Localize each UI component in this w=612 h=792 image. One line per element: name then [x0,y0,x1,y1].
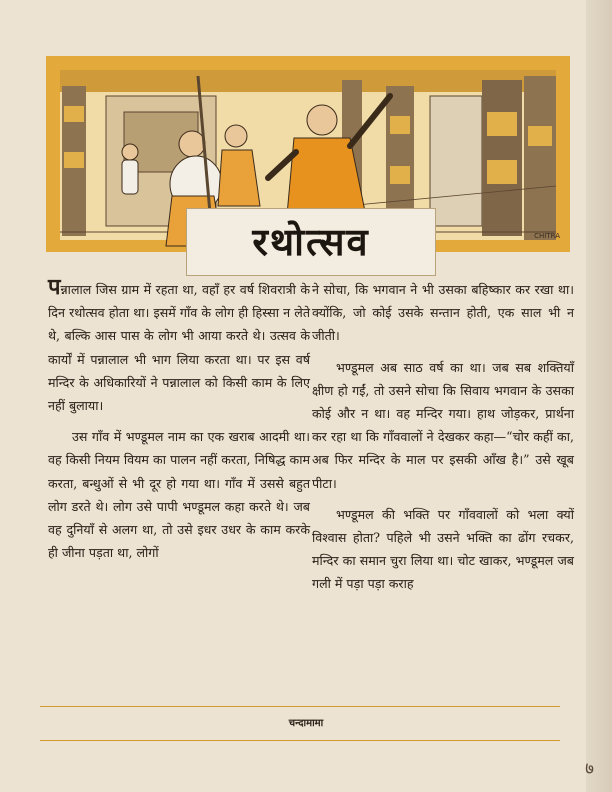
paragraph-2: उस गाँव में भण्डूमल नाम का एक खराब आदमी था। वह किसी नियम वियम का पालन नहीं करता, निषिद्ध काम करता, बन्धुओं से भी दूर हो गया था। गाँव में उससे बहुत लोग डरते थे। लोग उसे पापी भण्डूमल कहा करते थे। जब वह दुनियाँ से अलग था, तो उसे इधर उधर के काम करके ही जीना पड़ता था, लोगों [48,429,310,561]
paragraph-1 [48,274,310,417]
page-number: ७ [585,759,594,779]
drop-cap: प [48,274,61,300]
page-edge [586,0,612,792]
text-column-left [48,274,310,564]
footer-rule-bottom [40,740,560,741]
story-title: रथोत्सव [252,220,370,264]
footer-rule-top [40,706,560,707]
title-box [186,208,436,276]
artist-signature: CHITRA [534,232,560,240]
magazine-name: चन्दामामा [288,718,324,729]
paragraph-1-text: न्नालाल जिस ग्राम में रहता था, वहाँ हर वर्ष शिवरात्री के दिन रथोत्सव होता था। इसमें गाँव के लोग ही हिस्सा न लेते थे, बल्कि आस पास के लोग भी आया करते थे। उत्सव के कार्यों में पन्नालाल भी भाग लिया करता था। पर इस वर्ष मन्दिर के अधिकारियों ने पन्नालाल को किसी काम के लिए नहीं बुलाया। [48,282,310,414]
paragraph-5: भण्डूमल की भक्ति पर गाँववालों को भला क्यों विश्वास होता? पहिले भी उसने भक्ति का ढोंग रचकर, मन्दिर का समान चुरा लिया था। चोट खाकर, भण्डूमल जब गली में पड़ा पड़ा कराह [312,506,574,592]
paragraph-4: भण्डूमल अब साठ वर्ष का था। जब सब शक्तियाँ क्षीण हो गईं, तो उसने सोचा कि सिवाय भगवान के उसका कोई और न था। वह मन्दिर गया। हाथ जोड़कर, प्रार्थना कर रहा था कि गाँववालों ने देखकर कहा—“चोर कहीं का, अब फिर मन्दिर के माल पर इसकी आँख है।” उसे खूब पीटा। [312,359,574,491]
paragraph-3: ने सोचा, कि भगवान ने भी उसका बहिष्कार कर रखा था। क्योंकि, जो कोई उसके सन्तान होती, एक साल भी न जीती। [312,282,574,344]
text-column-right [312,278,574,596]
